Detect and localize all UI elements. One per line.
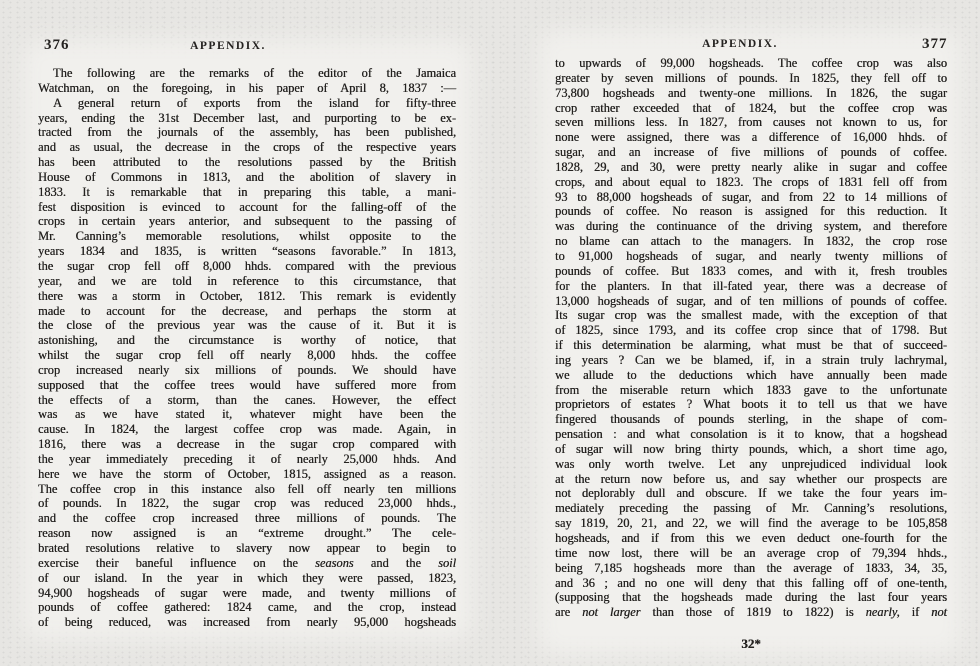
text-line: there was a storm in October, 1812. This remark is evidently bbox=[38, 288, 456, 303]
text-line: greater by seven millions of pounds. In 1825, they fell off to bbox=[555, 70, 947, 85]
text-line: if this determination be alarming, what must be that of succeed- bbox=[555, 338, 947, 353]
text-line: 73,800 hogsheads and twenty-one millions. In 1826, the sugar bbox=[555, 85, 947, 100]
text-line: 13,000 hogsheads of sugar, and of ten millions of pounds of coffee. bbox=[555, 293, 947, 308]
text-line: crops in certain years anterior, and subsequent to the passing of bbox=[38, 214, 456, 229]
text-line: years 1834 and 1835, is written “seasons favorable.” In 1813, bbox=[38, 244, 456, 259]
text-line: time now lost, there will be an average crop of 79,394 hhds., bbox=[555, 545, 947, 560]
text-line: 1828, 29, and 30, were pretty nearly alike in sugar and coffee bbox=[555, 159, 947, 174]
text-line: of sugar will now bring thirty pounds, which, a short time ago, bbox=[555, 441, 947, 456]
text-line: none were assigned, there was a difference of 16,000 hhds. of bbox=[555, 130, 947, 145]
text-line: here we have the storm of October, 1815, assigned as a reason. bbox=[38, 466, 456, 481]
text-line: to upwards of 99,000 hogsheads. The coffee crop was also bbox=[555, 56, 947, 70]
text-line: fingered thousands of pounds sterling, in the shape of com- bbox=[555, 412, 947, 427]
text-line: of pounds. In 1822, the sugar crop was reduced 23,000 hhds., bbox=[38, 496, 456, 511]
text-line: being 7,185 hogsheads more than the average of 1833, 34, 35, bbox=[555, 560, 947, 575]
text-line: crop increased nearly six millions of pounds. We should have bbox=[38, 362, 456, 377]
text-line: pounds of coffee gathered: 1824 came, and the crop, instead bbox=[38, 600, 456, 615]
text-line: years, ending the 31st December last, and purporting to be ex- bbox=[38, 110, 456, 125]
text-line: are not larger than those of 1819 to 1822) is nearly, if not bbox=[555, 605, 947, 620]
signature-mark: 32* bbox=[741, 636, 761, 651]
text-line: fest disposition is evinced to account for the falling-off of the bbox=[38, 199, 456, 214]
text-line: the year immediately preceding it of nearly 25,000 hhds. And bbox=[38, 451, 456, 466]
text-line: year, and we are told in reference to this circumstance, that bbox=[38, 273, 456, 288]
text-line: House of Commons in 1813, and the abolition of slavery in bbox=[38, 169, 456, 184]
text-line: made to account for the decrease, and perhaps the storm at bbox=[38, 303, 456, 318]
text-line: Its sugar crop was the smallest made, with the exception of that bbox=[555, 308, 947, 323]
text-line: from the miserable return which 1833 gave to the unfortunate bbox=[555, 382, 947, 397]
paragraph bbox=[555, 56, 947, 620]
left-page-text-column bbox=[38, 66, 456, 630]
text-line: 1833. It is remarkable that in preparing this table, a mani- bbox=[38, 184, 456, 199]
text-line: and the coffee crop increased three millions of pounds. The bbox=[38, 511, 456, 526]
text-line: pensation : and what consolation is it to know, that a hogshead bbox=[555, 427, 947, 442]
left-page-number: 376 bbox=[44, 37, 70, 53]
text-line: crop rather exceeded that of 1824, but the coffee crop was bbox=[555, 100, 947, 115]
text-line: 93 to 88,000 hogsheads of sugar, and from 22 to 14 millions of bbox=[555, 189, 947, 204]
text-line: the close of the previous year was the cause of it. But it is bbox=[38, 318, 456, 333]
right-page-number: 377 bbox=[922, 36, 948, 52]
text-line: brated resolutions relative to slavery now appear to begin to bbox=[38, 541, 456, 555]
text-line: was only worth twelve. Let any unprejudiced individual look bbox=[555, 456, 947, 471]
text-line: Watchman, on the foregoing, in his paper of April 8, 1837 :— bbox=[38, 80, 456, 95]
text-line: say 1819, 20, 21, and 22, we will find the average to be 105,858 bbox=[555, 516, 947, 531]
left-running-head: APPENDIX. bbox=[190, 40, 266, 52]
text-line: ing years ? Can we be blamed, if, in a strain truly lachrymal, bbox=[555, 352, 947, 367]
text-line: The following are the remarks of the editor of the Jamaica bbox=[53, 66, 456, 80]
text-line: tracted from the journals of the assembly, has been published, bbox=[38, 125, 456, 140]
text-line: pounds of coffee. No reason is assigned for this reduction. It bbox=[555, 204, 947, 219]
text-line: and 36 ; and no one will deny that this falling off of one-tenth, bbox=[555, 575, 947, 590]
text-line: mediately preceding the passing of Mr. Canning’s resolutions, bbox=[555, 501, 947, 516]
text-line: of being reduced, was increased from nearly 95,000 hogsheads bbox=[38, 615, 456, 630]
right-running-head: APPENDIX. bbox=[702, 38, 778, 50]
right-page-text-column bbox=[555, 56, 947, 620]
text-line: pounds of coffee. But 1833 comes, and with it, fresh troubles bbox=[555, 263, 947, 278]
text-line: the sugar crop fell off 8,000 hhds. compared with the previous bbox=[38, 258, 456, 273]
text-line: astonishing, and the circumstance is worthy of notice, that bbox=[38, 333, 456, 348]
text-line: we allude to the deductions which have annually been made bbox=[555, 367, 947, 382]
text-line: proprietors of estates ? What boots it to tell us that we have bbox=[555, 397, 947, 412]
text-line: A general return of exports from the island for fifty-three bbox=[53, 95, 456, 110]
text-line: hogsheads, and if from this we even deduct one-fourth for the bbox=[555, 531, 947, 545]
text-line: The coffee crop in this instance also fell off nearly ten millions bbox=[38, 481, 456, 496]
text-line: cause. In 1824, the largest coffee crop was made. Again, in bbox=[38, 422, 456, 437]
text-line: of our island. In the year in which they were passed, 1823, bbox=[38, 570, 456, 585]
text-line: has been attributed to the resolutions passed by the British bbox=[38, 155, 456, 170]
text-line: no blame can attach to the managers. In 1832, the crop rose bbox=[555, 234, 947, 249]
text-line: reason now assigned is an “extreme drought.” The cele- bbox=[38, 526, 456, 541]
text-line: exercise their baneful influence on the seasons and the soil bbox=[38, 555, 457, 570]
text-line: at the return now before us, and say whether our prospects are bbox=[555, 471, 947, 486]
text-line: supposed that the coffee trees would have suffered more from bbox=[38, 377, 456, 392]
text-line: and as usual, the decrease in the crops of the respective years bbox=[38, 140, 456, 155]
text-line: seven millions less. In 1827, from causes not known to us, for bbox=[555, 115, 947, 130]
paragraph bbox=[38, 96, 456, 630]
text-line: (supposing that the hogsheads made during the last four years bbox=[555, 590, 947, 605]
text-line: the effects of a storm, than the canes. However, the effect bbox=[38, 392, 456, 407]
text-line: of 1825, since 1793, and its coffee crop since that of 1798. But bbox=[555, 323, 947, 338]
text-line: to 91,000 hogsheads of sugar, and nearly twenty millions of bbox=[555, 248, 947, 263]
text-line: sugar, and an increase of five millions of pounds of coffee. bbox=[555, 145, 947, 160]
text-line: whilst the sugar crop fell off nearly 8,000 hhds. the coffee bbox=[38, 348, 456, 363]
paragraph bbox=[38, 66, 456, 96]
text-line: Mr. Canning’s memorable resolutions, whilst opposite to the bbox=[38, 229, 456, 244]
text-line: 1816, there was a decrease in the sugar crop compared with bbox=[38, 437, 456, 452]
text-line: was during the continuance of the driving system, and therefore bbox=[555, 219, 947, 234]
text-line: crops, and about equal to 1823. The crops of 1831 fell off from bbox=[555, 174, 947, 189]
text-line: for the planters. In that ill-fated year, there was a decrease of bbox=[555, 278, 947, 293]
text-line: was as we have stated it, whatever might have been the bbox=[38, 407, 456, 422]
text-line: not deplorably dull and obscure. If we take the four years im- bbox=[555, 486, 947, 501]
text-line: 94,900 hogsheads of sugar were made, and twenty millions of bbox=[38, 585, 456, 600]
